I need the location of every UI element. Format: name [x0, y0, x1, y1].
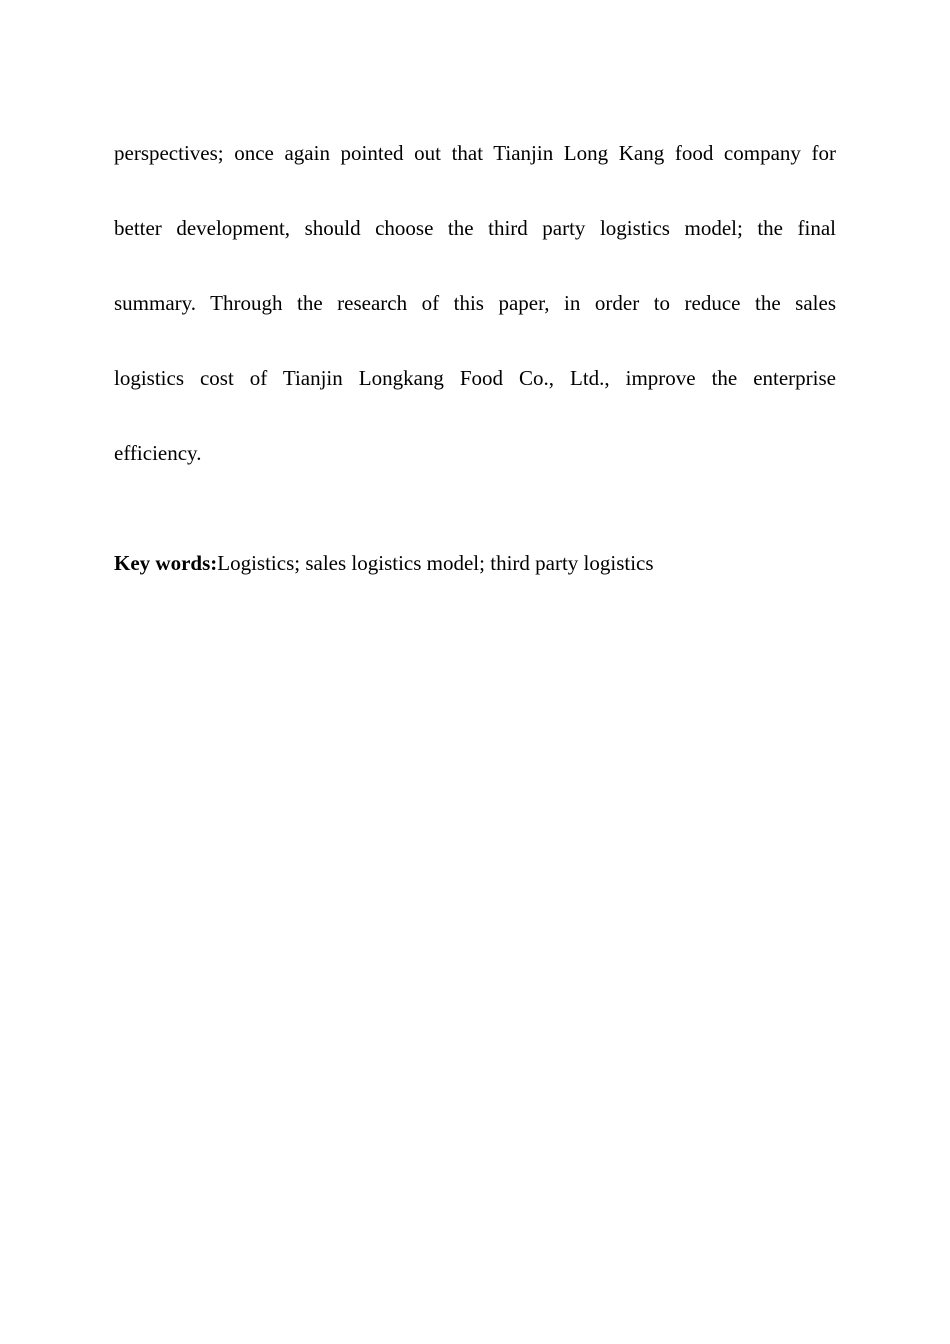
abstract-paragraph [114, 116, 836, 491]
abstract-line: logistics cost of Tianjin Longkang Food Co., Ltd., improve the enterprise [114, 366, 836, 390]
abstract-line: perspectives; once again pointed out that Tianjin Long Kang food company for [114, 141, 836, 165]
abstract-line: efficiency. [114, 441, 202, 465]
keywords-line [114, 548, 836, 578]
keywords-text: Logistics; sales logistics model; third party logistics [217, 551, 654, 575]
abstract-line: summary. Through the research of this paper, in order to reduce the sales [114, 291, 836, 315]
keywords-label: Key words: [114, 551, 218, 575]
abstract-line: better development, should choose the third party logistics model; the final [114, 216, 836, 240]
